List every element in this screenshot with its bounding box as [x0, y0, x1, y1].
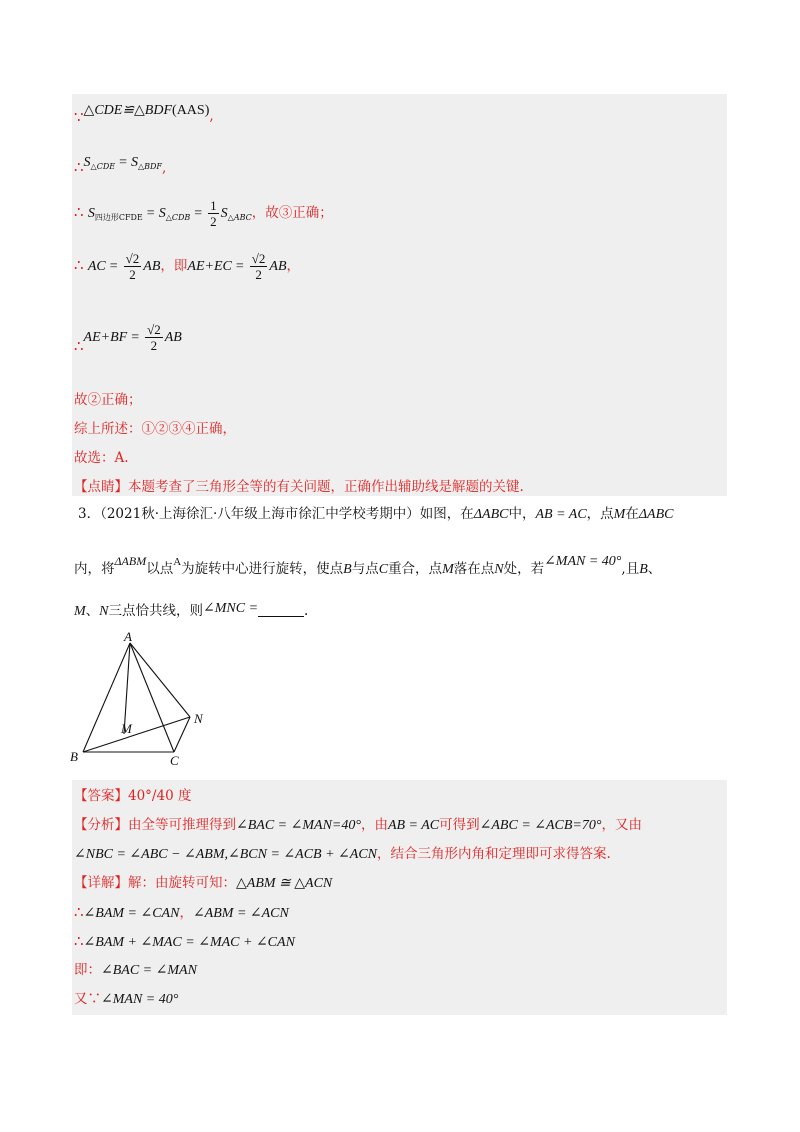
question-3-line-3: M、N三点恰共线，则∠MNC = .	[74, 601, 309, 619]
line-cde-congruent: ∵△CDE≌△BDF(AAS),	[74, 103, 214, 126]
detail-line-1: 【详解】解：由旋转可知：△ABM ≅ △ACN	[74, 875, 333, 891]
detail-line-2: ∴∠BAM = ∠CAN，∠ABM = ∠ACN	[74, 903, 289, 921]
fraction-half: $\frac{1}{2}$	[210, 198, 217, 229]
label-m: M	[121, 721, 132, 736]
segment-bn	[83, 717, 190, 752]
line-comment: 【点睛】本题考查了三角形全等的有关问题，正确作出辅助线是解题的关键.	[74, 479, 524, 495]
segment-an	[130, 643, 190, 717]
geometry-figure	[66, 630, 226, 770]
segment-cn	[174, 717, 190, 752]
segment-ac	[130, 643, 174, 752]
detail-line-5: 又∵∠MAN = 40°	[74, 991, 179, 1007]
line-choice: 故选：A.	[74, 450, 129, 466]
answer-line: 【答案】40°/40 度	[74, 788, 192, 804]
label-b: B	[70, 749, 78, 764]
analysis-line-1: 【分析】由全等可推理得到∠BAC = ∠MAN=40°，由AB = AC可得到∠ABC = ∠ACB=70°，又由	[74, 817, 642, 833]
analysis-line-2: ∠NBC = ∠ABC − ∠ABM,∠BCN = ∠ACB + ∠ACN，结合三角形内角和定理即可求得答案.	[74, 846, 611, 862]
question-3-line-2: 内，将ΔABM以点$^A$为旋转中心进行旋转，使点B与点C重合，点M落在点N处，若∠MAN = 40°,且B、	[74, 554, 662, 577]
line-area-quad: ∴ $S_{四边形CFDE} = S_{\triangle CDB}$ = $\frac{1}{2}$ $S_{\triangle ABC}$，故③正确；	[74, 198, 333, 229]
label-c: C	[170, 753, 179, 768]
detail-line-3: ∴∠BAM + ∠MAC = ∠MAC + ∠CAN	[74, 932, 295, 950]
line-conclusion-2: 故②正确；	[74, 392, 142, 408]
question-3-line-1: 3．（2021秋·上海徐汇·八年级上海市徐汇中学校考期中）如图，在ΔABC中，AB = AC，点M在ΔABC	[78, 506, 674, 522]
line-summary: 综上所述：①②③④正确，	[74, 421, 236, 437]
label-n: N	[194, 711, 203, 726]
detail-line-4: 即：∠BAC = ∠MAN	[74, 962, 197, 978]
line-area-equal: $\therefore S_{\triangle CDE} = S_{\triangle BDF}$,	[74, 155, 167, 176]
label-a: A	[124, 630, 132, 644]
line-ae-bf: ∴AE+BF = $\frac{√2}{2}$ AB	[74, 322, 182, 355]
answer-blank[interactable]	[258, 604, 304, 617]
line-ac-ratio: ∴ AC = $\frac{√2}{2}$ AB，即AE+EC = $\frac{√2}{2}$ AB，	[74, 251, 300, 282]
